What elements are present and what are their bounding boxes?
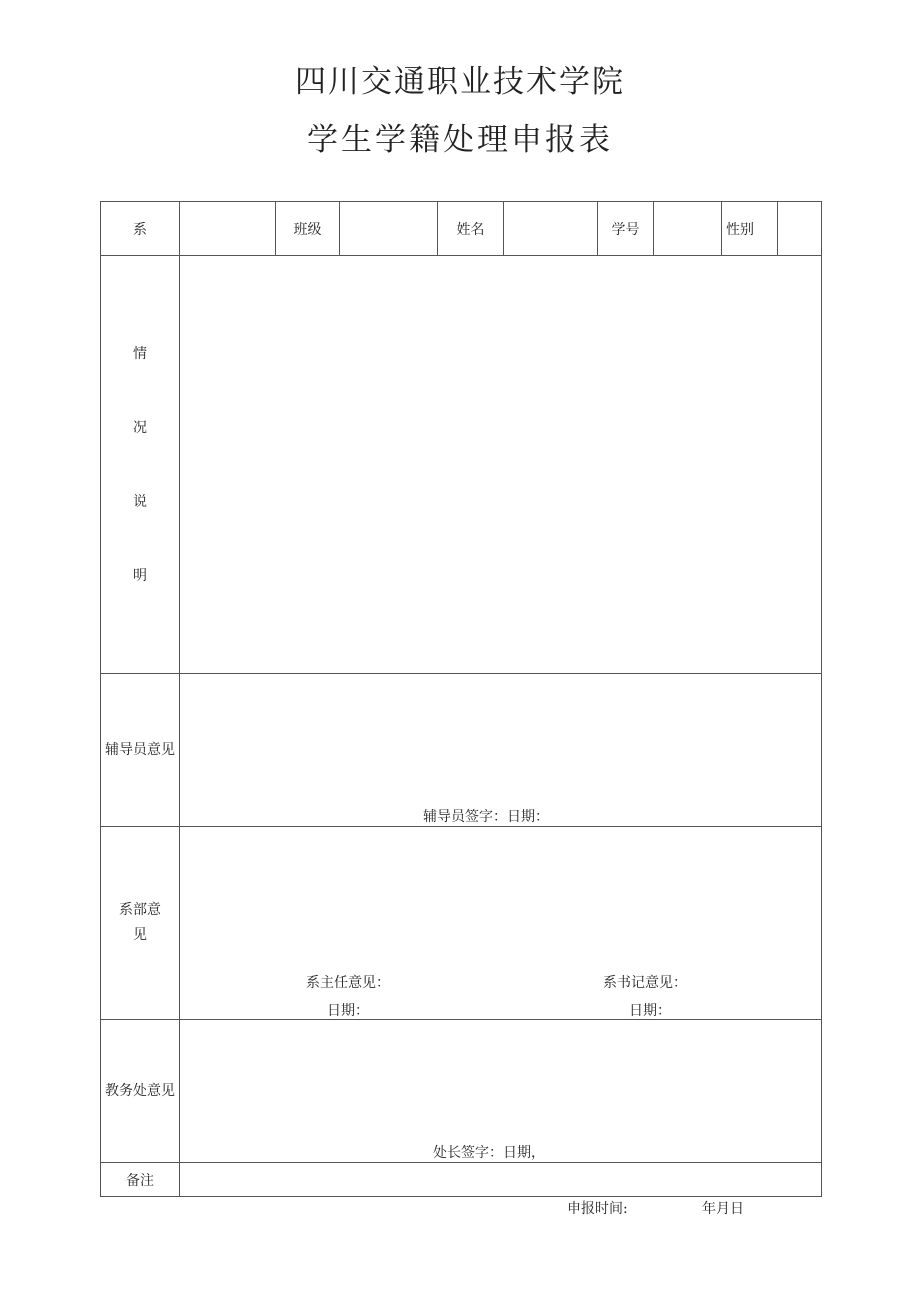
department-label: 系 [101, 202, 180, 256]
report-date-suffix: 年月日 [702, 1201, 744, 1217]
name-label: 姓名 [438, 202, 504, 256]
situation-label-char: 情 [133, 345, 147, 362]
situation-field[interactable] [180, 256, 822, 674]
remarks-label: 备注 [101, 1163, 180, 1197]
form-title: 学生学籍处理申报表 [307, 122, 613, 158]
department-field[interactable] [180, 202, 276, 256]
counselor-opinion-field[interactable] [180, 674, 822, 827]
situation-label-char: 明 [133, 567, 147, 584]
application-form-table [100, 201, 822, 1197]
situation-label-char: 况 [133, 419, 147, 436]
secretary-opinion-label: 系书记意见： [603, 975, 687, 991]
academic-affairs-opinion-field[interactable] [180, 1020, 822, 1163]
secretary-date-label: 日期： [629, 1003, 671, 1019]
student-id-field[interactable] [654, 202, 722, 256]
remarks-field[interactable] [180, 1163, 822, 1197]
report-time-label: 申报时间: [567, 1201, 628, 1217]
situation-row [101, 256, 822, 674]
department-opinion-row [101, 827, 822, 1020]
counselor-label: 辅导员意见 [101, 674, 180, 827]
basic-info-row [101, 202, 822, 256]
academic-affairs-label: 教务处意见 [101, 1020, 180, 1163]
counselor-signature-line: 辅导员签字：日期： [423, 809, 549, 825]
director-opinion-label: 系主任意见： [306, 975, 390, 991]
director-signature-line: 处长签字：日期， [433, 1145, 545, 1161]
director-date-label: 日期： [327, 1003, 369, 1019]
counselor-row [101, 674, 822, 827]
situation-label [101, 256, 180, 674]
department-opinion-field[interactable] [180, 827, 822, 1020]
class-field[interactable] [340, 202, 438, 256]
academic-affairs-row [101, 1020, 822, 1163]
student-id-label: 学号 [598, 202, 654, 256]
name-field[interactable] [504, 202, 598, 256]
situation-label-char: 说 [133, 493, 147, 510]
gender-field[interactable] [778, 202, 822, 256]
school-name: 四川交通职业技术学院 [295, 64, 625, 100]
remarks-row [101, 1163, 822, 1197]
department-opinion-label: 系部意见 [101, 827, 180, 1020]
gender-label: 性别 [722, 202, 778, 256]
class-label: 班级 [276, 202, 340, 256]
